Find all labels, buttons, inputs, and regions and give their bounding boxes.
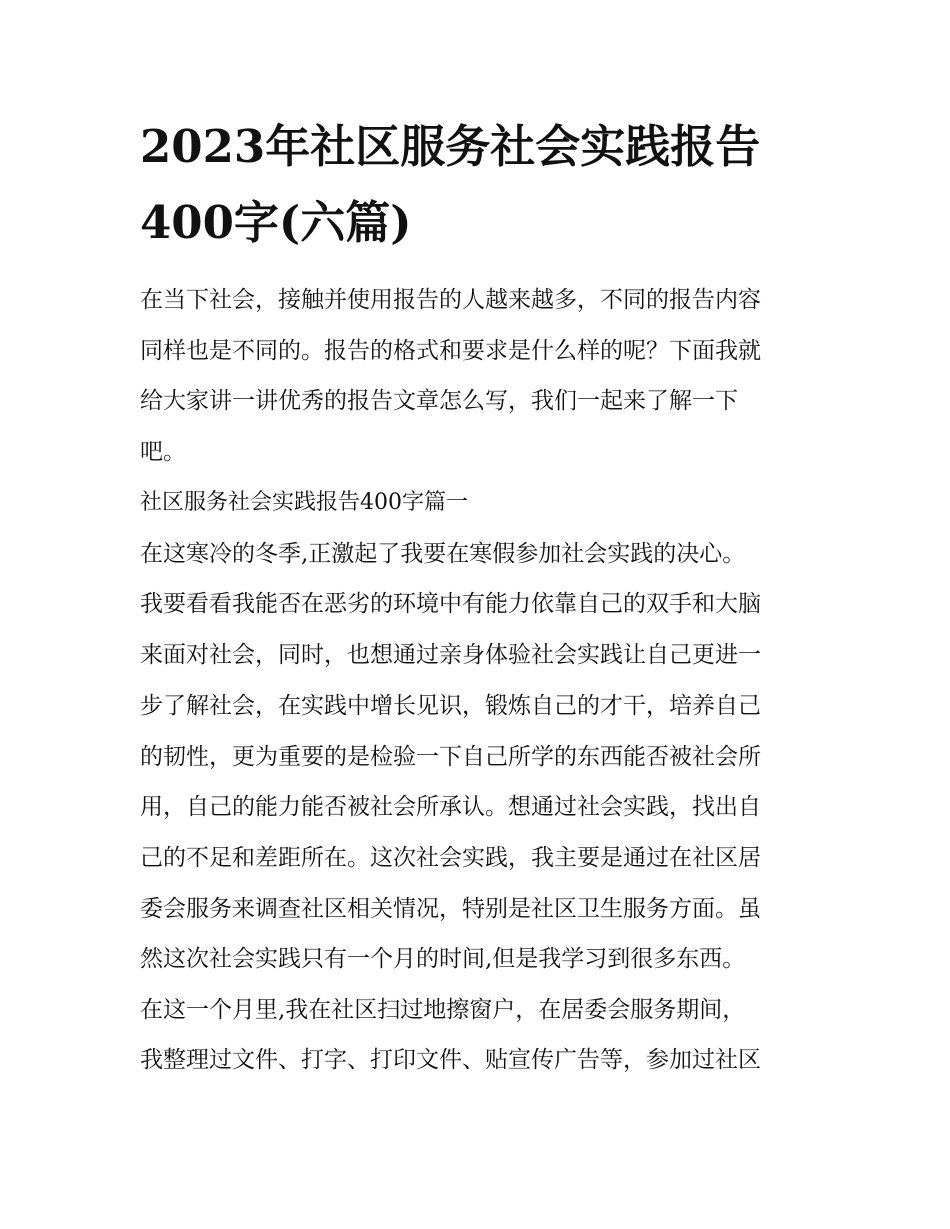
document-title-line-2: 400字(六篇) (140, 196, 412, 249)
body-line-6: 用，自己的能力能否被社会所承认。想通过社会实践，找出自 (140, 794, 761, 820)
body-line-5: 的韧性，更为重要的是检验一下自己所学的东西能否被社会所 (140, 744, 761, 770)
intro-line-1: 在当下社会，接触并使用报告的人越来越多，不同的报告内容 (140, 287, 761, 313)
body-line-7: 己的不足和差距所在。这次社会实践，我主要是通过在社区居 (140, 845, 761, 871)
body-line-3: 来面对社会，同时，也想通过亲身体验社会实践让自己更进一 (140, 642, 761, 668)
intro-line-4: 吧。 (140, 439, 186, 465)
body-line-10: 在这一个月里,我在社区扫过地擦窗户，在居委会服务期间， (140, 997, 746, 1023)
document-title-line-1: 2023年社区服务社会实践报告 (140, 120, 761, 173)
body-line-1: 在这寒冷的冬季,正激起了我要在寒假参加社会实践的决心。 (140, 541, 746, 567)
body-line-8: 委会服务来调查社区相关情况，特别是社区卫生服务方面。虽 (140, 896, 761, 922)
intro-line-3: 给大家讲一讲优秀的报告文章怎么写，我们一起来了解一下 (140, 388, 738, 414)
body-line-11: 我整理过文件、打字、打印文件、贴宣传广告等，参加过社区 (140, 1047, 761, 1073)
body-line-2: 我要看看我能否在恶劣的环境中有能力依靠自己的双手和大脑 (140, 591, 761, 617)
body-line-4: 步了解社会，在实践中增长见识，锻炼自己的才干，培养自己 (140, 693, 761, 719)
intro-line-2: 同样也是不同的。报告的格式和要求是什么样的呢？下面我就 (140, 338, 761, 364)
section-heading: 社区服务社会实践报告400字篇一 (140, 490, 468, 515)
body-line-9: 然这次社会实践只有一个月的时间,但是我学习到很多东西。 (140, 946, 746, 972)
